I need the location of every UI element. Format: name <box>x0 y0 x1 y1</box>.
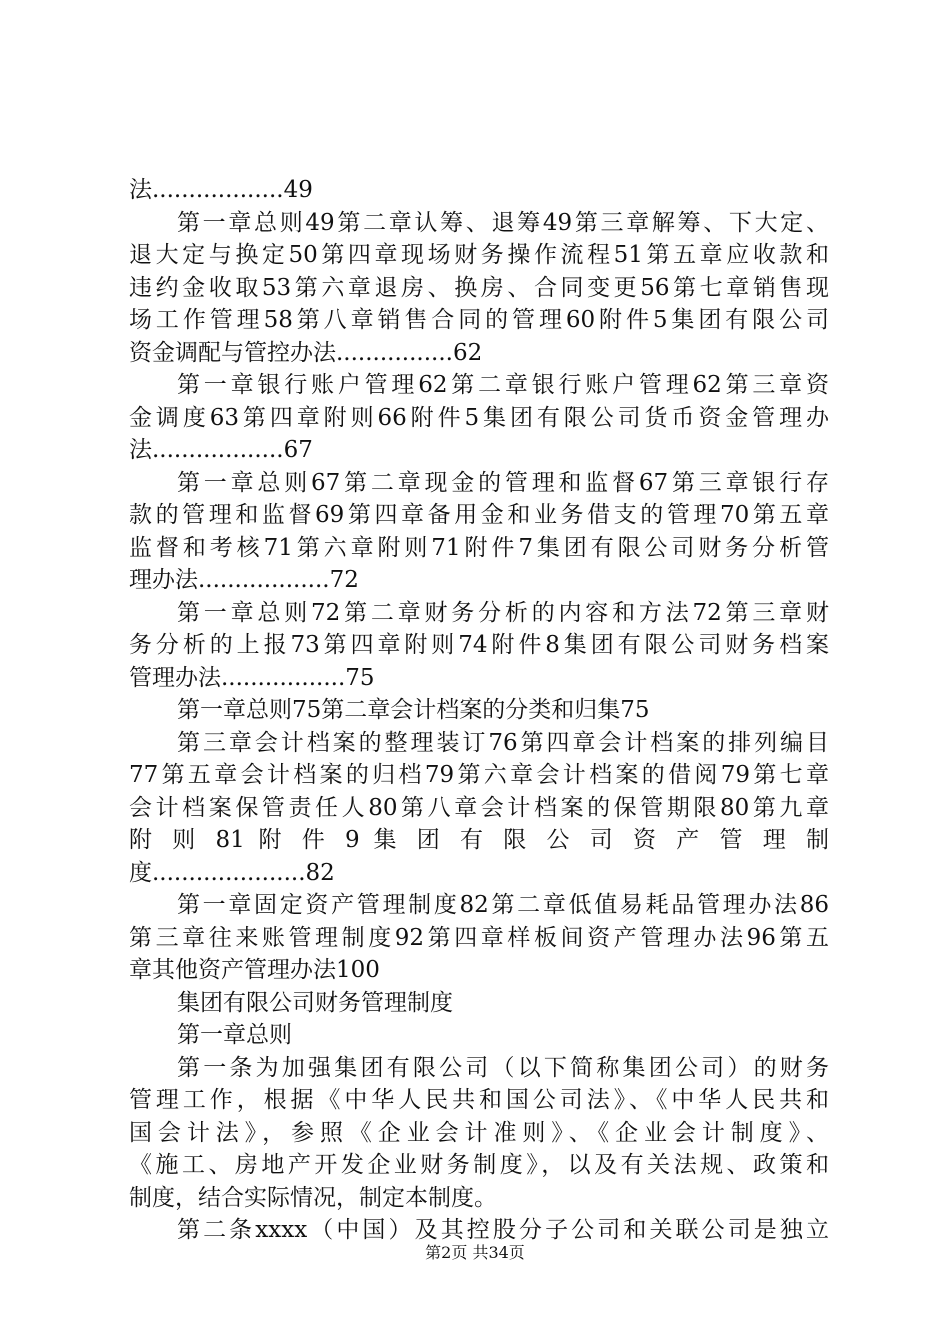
text-line: 款的管理和监督69第四章备用金和业务借支的管理70第五章 <box>129 502 829 528</box>
text-line: 资金调配与管控办法................62 <box>129 339 483 366</box>
text-line: 第一章总则75第二章会计档案的分类和归集75 <box>177 697 650 723</box>
text-line: 第一章总则49第二章认筹、退筹49第三章解筹、下大定、 <box>177 209 829 236</box>
text-line: 国会计法》，参照《企业会计准则》、《企业会计制度》、 <box>129 1119 829 1146</box>
text-line: 制度，结合实际情况，制定本制度。 <box>129 1184 497 1211</box>
text-line: 法..................49 <box>129 177 313 203</box>
page-footer: 第2页 共34页 <box>425 1243 525 1262</box>
text-line: 集团有限公司财务管理制度 <box>177 989 453 1016</box>
text-line: 法..................67 <box>129 437 313 463</box>
text-line: 第二条xxxx（中国）及其控股分子公司和关联公司是独立 <box>177 1217 829 1243</box>
text-line: 第一章总则67第二章现金的管理和监督67第三章银行存 <box>177 469 829 496</box>
text-line: 违约金收取53第六章退房、换房、合同变更56第七章销售现 <box>129 274 829 301</box>
text-line: 附 则 81 附 件 9 集 团 有 限 公 司 资 产 管 理 制 <box>129 827 829 853</box>
text-line: 管理工作，根据《中华人民共和国公司法》、《中华人民共和 <box>129 1087 829 1113</box>
text-line: 第一章总则72第二章财务分析的内容和方法72第三章财 <box>177 599 829 626</box>
text-line: 第一章固定资产管理制度82第二章低值易耗品管理办法86 <box>177 892 829 918</box>
text-line: 金调度63第四章附则66附件5集团有限公司货币资金管理办 <box>129 404 829 431</box>
text-line: 第三章会计档案的整理装订76第四章会计档案的排列编目 <box>177 729 829 756</box>
text-line: 77第五章会计档案的归档79第六章会计档案的借阅79第七章 <box>129 762 829 788</box>
text-line: 理办法..................72 <box>129 567 359 593</box>
text-line: 场工作管理58第八章销售合同的管理60附件5集团有限公司 <box>129 307 829 333</box>
document-body <box>129 174 829 1247</box>
text-line: 第一条为加强集团有限公司（以下简称集团公司）的财务 <box>177 1054 829 1081</box>
text-line: 第一章总则 <box>177 1022 292 1048</box>
text-line: 度.....................82 <box>129 859 335 886</box>
text-line: 务分析的上报73第四章附则74附件8集团有限公司财务档案 <box>129 632 829 658</box>
text-line: 监督和考核71第六章附则71附件7集团有限公司财务分析管 <box>129 534 829 561</box>
text-line: 第一章银行账户管理62第二章银行账户管理62第三章资 <box>177 372 829 398</box>
text-line: 管理办法.................75 <box>129 664 375 691</box>
text-line: 会计档案保管责任人80第八章会计档案的保管期限80第九章 <box>129 794 829 821</box>
text-line: 《施工、房地产开发企业财务制度》，以及有关法规、政策和 <box>129 1152 829 1178</box>
text-line: 章其他资产管理办法100 <box>129 957 380 983</box>
text-line: 退大定与换定50第四章现场财务操作流程51第五章应收款和 <box>129 242 829 268</box>
text-line: 第三章往来账管理制度92第四章样板间资产管理办法96第五 <box>129 924 829 951</box>
